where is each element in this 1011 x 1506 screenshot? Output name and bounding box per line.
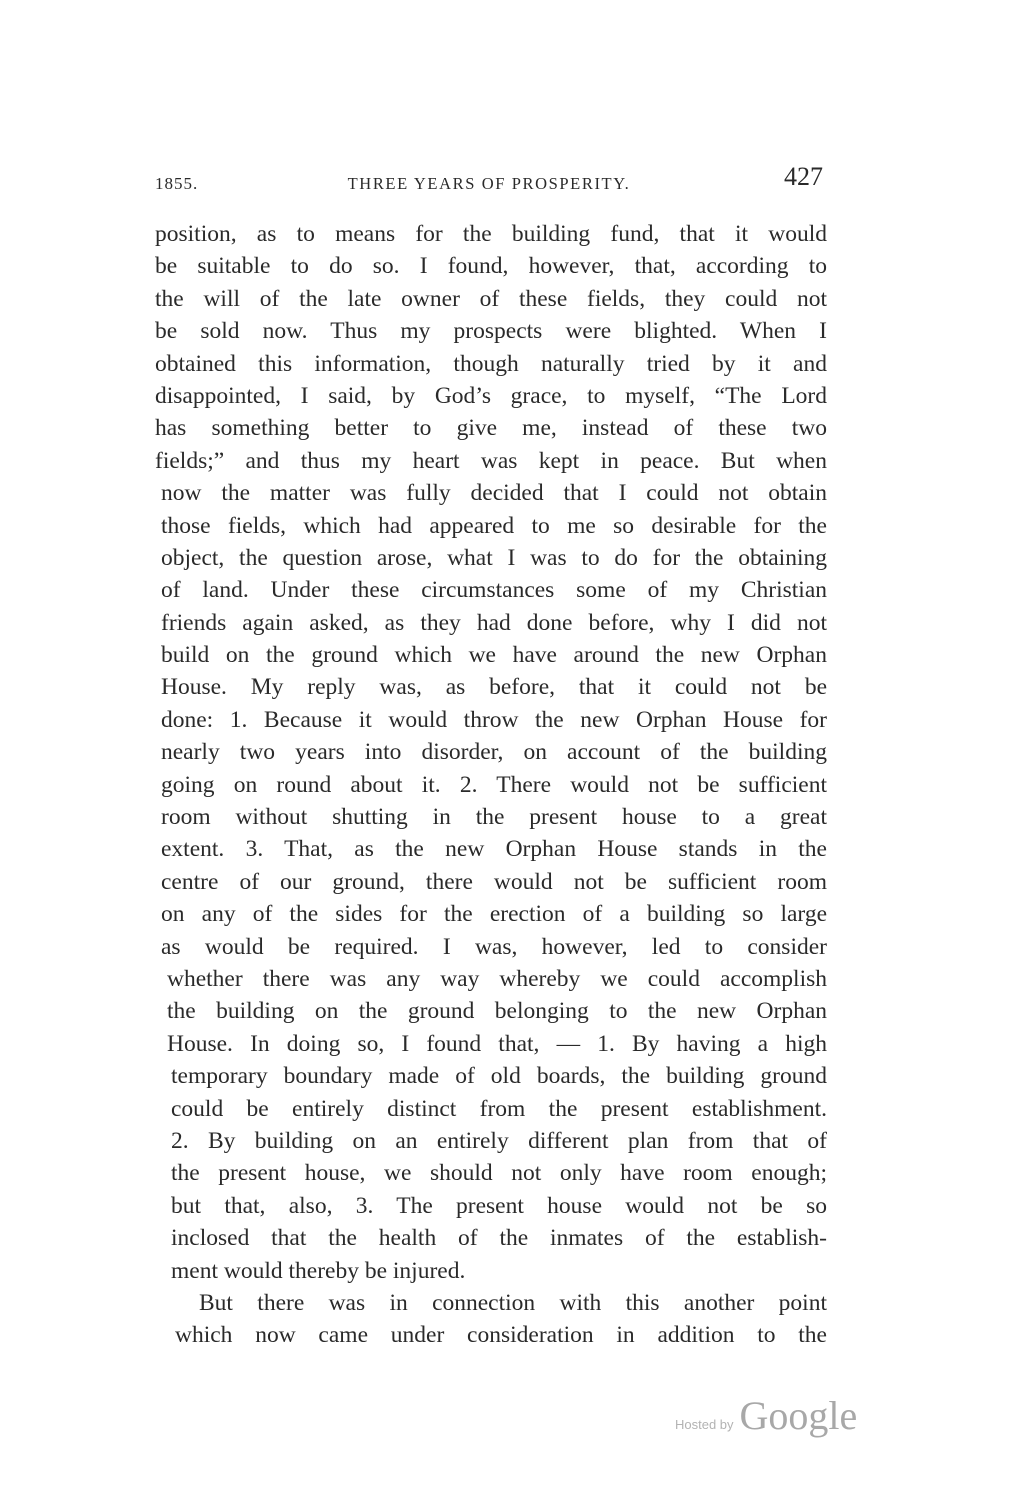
text-line: the present house, we should not only have room enough; bbox=[171, 1160, 827, 1187]
text-line: disappointed, I said, by God’s grace, to myself, “The Lord bbox=[155, 382, 827, 409]
text-line: 2. By building on an entirely different plan from that of bbox=[171, 1127, 827, 1154]
text-line: as would be required. I was, however, led to consider bbox=[161, 933, 827, 960]
text-line: which now came under consideration in addition to the bbox=[175, 1322, 827, 1349]
page-number: 427 bbox=[784, 162, 823, 191]
text-line: the will of the late owner of these fields, they could not bbox=[155, 285, 827, 312]
text-line: inclosed that the health of the inmates of the establish- bbox=[171, 1225, 827, 1252]
header-year: 1855. bbox=[155, 174, 199, 193]
text-line: on any of the sides for the erection of a building so large bbox=[161, 901, 827, 928]
running-header bbox=[155, 162, 823, 202]
text-line: temporary boundary made of old boards, the building ground bbox=[171, 1063, 827, 1090]
text-line: but that, also, 3. The present house would not be so bbox=[171, 1192, 827, 1219]
text-line: fields;” and thus my heart was kept in peace. But when bbox=[155, 447, 827, 474]
text-line: ment would thereby be injured. bbox=[171, 1257, 466, 1284]
body-text bbox=[155, 218, 827, 1352]
hosted-by-google-watermark bbox=[675, 1392, 857, 1439]
text-line: extent. 3. That, as the new Orphan House stands in the bbox=[161, 836, 827, 863]
text-line: whether there was any way whereby we could accomplish bbox=[167, 965, 827, 992]
text-line: House. In doing so, I found that, — 1. By having a high bbox=[167, 1030, 827, 1057]
text-line: has something better to give me, instead of these two bbox=[155, 415, 827, 442]
text-line: object, the question arose, what I was to do for the obtaining bbox=[161, 544, 827, 571]
text-line: those fields, which had appeared to me so desirable for the bbox=[161, 512, 827, 539]
text-line: now the matter was fully decided that I could not obtain bbox=[161, 480, 827, 507]
text-line: position, as to means for the building fund, that it would bbox=[155, 221, 827, 247]
text-line: be suitable to do so. I found, however, that, according to bbox=[155, 253, 827, 280]
text-line: going on round about it. 2. There would not be sufficient bbox=[161, 771, 827, 798]
text-line: could be entirely distinct from the present establishment. bbox=[171, 1095, 827, 1122]
header-title: THREE YEARS OF PROSPERITY. bbox=[347, 174, 631, 193]
text-line: centre of our ground, there would not be sufficient room bbox=[161, 868, 827, 895]
text-line: the building on the ground belonging to the new Orphan bbox=[167, 998, 827, 1025]
text-line: nearly two years into disorder, on account of the building bbox=[161, 739, 827, 766]
text-line: room without shutting in the present house to a great bbox=[161, 804, 827, 831]
text-line: build on the ground which we have around the new Orphan bbox=[161, 642, 827, 669]
text-line: be sold now. Thus my prospects were blighted. When I bbox=[155, 318, 827, 345]
hosted-by-label: Hosted by bbox=[675, 1417, 734, 1432]
text-line: House. My reply was, as before, that it could not be bbox=[161, 674, 827, 701]
text-line: of land. Under these circumstances some of my Christian bbox=[161, 577, 827, 604]
text-line: obtained this information, though naturally tried by it and bbox=[155, 350, 827, 377]
paragraph-start-line: But there was in connection with this another point bbox=[199, 1289, 827, 1316]
text-line: friends again asked, as they had done before, why I did not bbox=[161, 609, 827, 636]
text-line: done: 1. Because it would throw the new Orphan House for bbox=[161, 706, 827, 733]
google-logo: Google bbox=[739, 1393, 858, 1438]
